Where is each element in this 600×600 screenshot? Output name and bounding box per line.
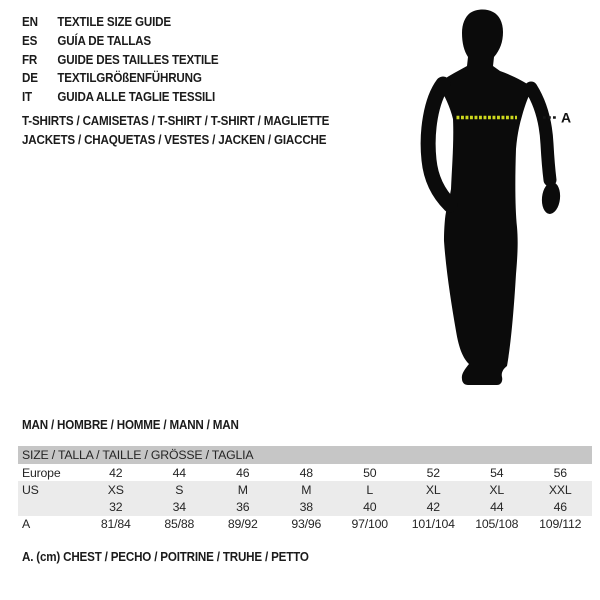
language-list <box>22 13 218 106</box>
size-value: 38 <box>299 499 313 514</box>
row-label: Europe <box>22 465 61 480</box>
table-row-numeric <box>18 498 592 515</box>
left-arm <box>428 84 450 205</box>
section-title-man: MAN / HOMBRE / HOMME / MANN / MAN <box>22 418 239 432</box>
size-value: 93/96 <box>291 517 322 532</box>
size-value: 50 <box>363 465 377 480</box>
size-value: 42 <box>109 465 123 480</box>
size-value: M <box>237 482 248 497</box>
language-row <box>22 88 218 107</box>
table-row-chest <box>18 516 592 533</box>
size-value: L <box>366 482 374 497</box>
right-hand <box>540 181 561 215</box>
language-label: GUÍA DE TALLAS <box>57 34 151 49</box>
language-code: EN <box>22 15 38 30</box>
size-value: 32 <box>109 499 123 514</box>
language-code: IT <box>22 90 32 105</box>
category-list <box>22 112 329 149</box>
language-row <box>22 13 218 32</box>
man-measurement-figure <box>390 0 600 400</box>
size-value: 36 <box>236 499 250 514</box>
size-value: XXL <box>548 482 572 497</box>
size-value: 44 <box>490 499 504 514</box>
size-value: 48 <box>299 465 313 480</box>
language-label: GUIDE DES TAILLES TEXTILE <box>57 52 219 67</box>
size-table <box>18 446 592 533</box>
right-arm <box>531 88 550 180</box>
row-label: US <box>22 482 39 497</box>
category-tshirts: T-SHIRTS / CAMISETAS / T-SHIRT / T-SHIRT / MAGLIETTE <box>22 114 330 128</box>
table-row-us <box>18 481 592 498</box>
size-value: 56 <box>553 465 567 480</box>
size-value: XL <box>425 482 441 497</box>
size-value: 109/112 <box>539 517 582 532</box>
size-value: S <box>175 482 184 497</box>
language-label: TEXTILE SIZE GUIDE <box>57 15 171 30</box>
footnote-chest-measure: A. (cm) CHEST / PECHO / POITRINE / TRUHE / PETTO <box>22 550 309 564</box>
size-value: XS <box>107 482 124 497</box>
language-label: GUIDA ALLE TAGLIE TESSILI <box>57 90 216 105</box>
size-value: XL <box>489 482 505 497</box>
size-value: 54 <box>490 465 504 480</box>
size-value: 46 <box>236 465 250 480</box>
measure-label-a: A <box>561 109 572 126</box>
row-label: A <box>22 517 31 532</box>
language-row <box>22 32 218 51</box>
size-value: 97/100 <box>351 517 388 532</box>
size-value: 40 <box>363 499 377 514</box>
size-value: M <box>301 482 312 497</box>
category-jackets: JACKETS / CHAQUETAS / VESTES / JACKEN / GIACCHE <box>22 132 327 147</box>
size-value: 44 <box>172 465 186 480</box>
size-value: 34 <box>172 499 186 514</box>
language-code: FR <box>22 52 38 67</box>
size-value: 105/108 <box>475 517 519 532</box>
size-value: 52 <box>426 465 440 480</box>
language-code: DE <box>22 71 38 86</box>
table-row-europe <box>18 464 592 481</box>
size-value: 46 <box>553 499 567 514</box>
size-value: 42 <box>426 499 440 514</box>
size-value: 101/104 <box>411 517 455 532</box>
language-label: TEXTILGRÖßENFÜHRUNG <box>57 71 202 86</box>
size-value: 89/92 <box>227 517 258 532</box>
table-header-label: SIZE / TALLA / TAILLE / GRÖSSE / TAGLIA <box>22 448 254 462</box>
language-row <box>22 50 218 69</box>
language-code: ES <box>22 34 38 49</box>
language-row <box>22 69 218 88</box>
size-value: 85/88 <box>164 517 195 532</box>
table-header <box>18 446 592 464</box>
size-value: 81/84 <box>100 517 131 532</box>
